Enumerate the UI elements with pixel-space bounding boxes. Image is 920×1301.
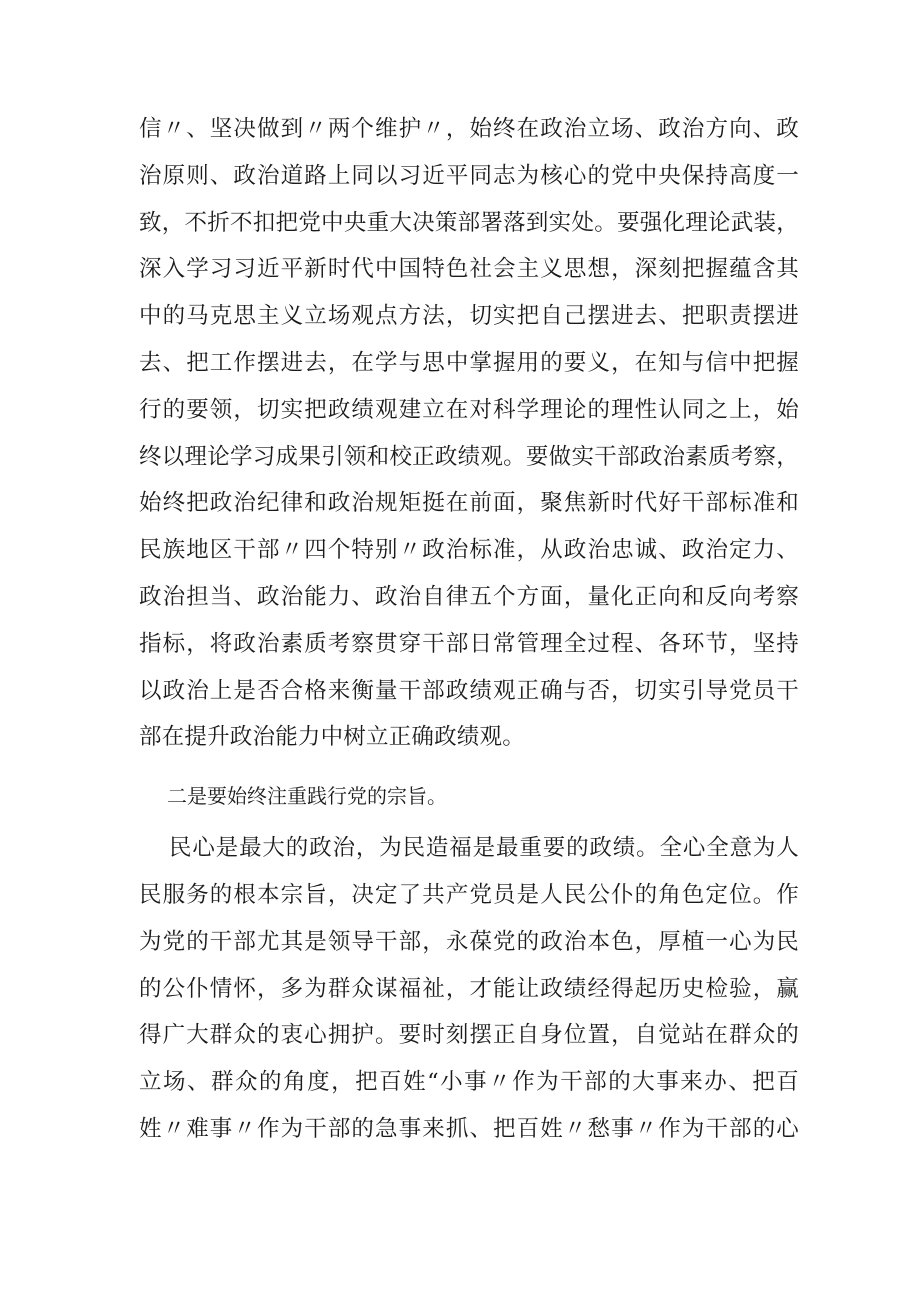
paragraph-line: 的公仆情怀，多为群众谋福祉，才能让政绩经得起历史检验，赢 — [139, 975, 799, 1002]
paragraph-line: 民族地区干部〃四个特别〃政治标准，从政治忠诚、政治定力、 — [139, 537, 799, 564]
paragraph-line: 立场、群众的角度，把百姓“小事〃作为干部的大事来办、把百 — [139, 1069, 799, 1096]
paragraph-line: 民心是最大的政治，为民造福是最重要的政绩。全心全意为人 — [169, 835, 799, 862]
paragraph-line: 指标，将政治素质考察贯穿干部日常管理全过程、各环节，坚持 — [139, 630, 799, 657]
paragraph-line: 致，不折不扣把党中央重大决策部署落到实处。要强化理论武装， — [139, 209, 799, 236]
paragraph-line: 政治担当、政治能力、政治自律五个方面，量化正向和反向考察 — [139, 583, 799, 610]
paragraph-line: 终以理论学习成果引领和校正政绩观。要做实干部政治素质考察， — [139, 443, 799, 470]
section-heading: 二是要始终注重践行党的宗旨。 — [167, 784, 447, 809]
paragraph-line: 信〃、坚决做到〃两个维护〃，始终在政治立场、政治方向、政 — [139, 116, 799, 142]
paragraph-2 — [139, 825, 799, 1153]
paragraph-line: 行的要领，切实把政绩观建立在对科学理论的理性认同之上，始 — [139, 396, 799, 423]
paragraph-line: 为党的干部尤其是领导干部，永葆党的政治本色，厚植一心为民 — [139, 928, 799, 955]
paragraph-line: 姓〃难事〃作为干部的急事来抓、把百姓〃愁事〃作为干部的心 — [139, 1115, 799, 1142]
paragraph-line: 去、把工作摆进去，在学与思中掌握用的要义，在知与信中把握 — [139, 349, 799, 376]
document-body — [139, 106, 799, 1153]
paragraph-line: 深入学习习近平新时代中国特色社会主义思想，深刻把握蕴含其 — [139, 256, 799, 283]
paragraph-line: 始终把政治纪律和政治规矩挺在前面，聚焦新时代好干部标准和 — [139, 490, 799, 517]
paragraph-line: 得广大群众的衷心拥护。要时刻摆正自身位置，自觉站在群众的 — [139, 1022, 799, 1049]
paragraph-1 — [139, 106, 799, 761]
paragraph-line: 以政治上是否合格来衡量干部政绩观正确与否，切实引导党员干 — [139, 677, 799, 704]
paragraph-line: 治原则、政治道路上同以习近平同志为核心的党中央保持高度一 — [139, 162, 799, 189]
paragraph-line: 民服务的根本宗旨，决定了共产党员是人民公仆的角色定位。作 — [139, 881, 799, 908]
paragraph-line: 部在提升政治能力中树立正确政绩观。 — [139, 724, 525, 751]
paragraph-line: 中的马克思主义立场观点方法，切实把自己摆进去、把职责摆进 — [139, 303, 799, 330]
